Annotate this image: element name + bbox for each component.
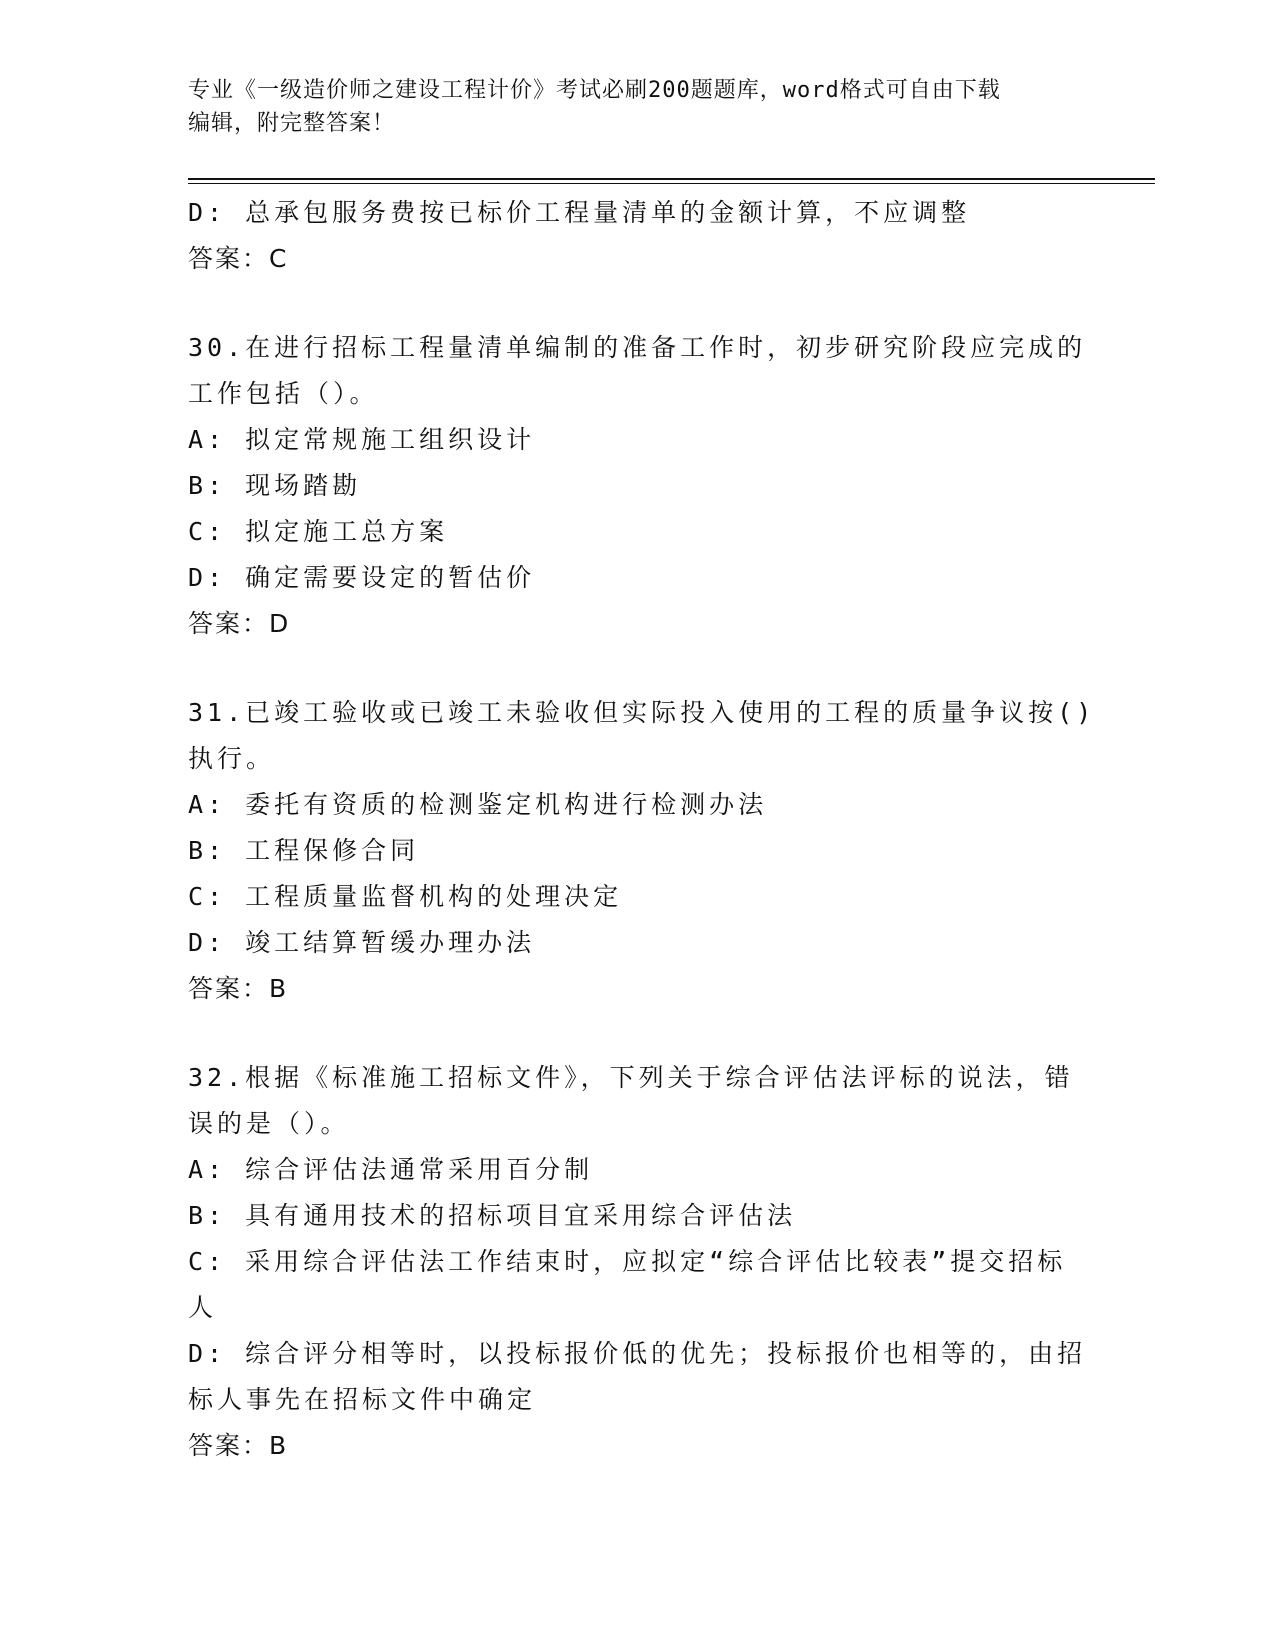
question-stem-line-2: 误的是（）。 bbox=[188, 1109, 350, 1138]
option-d-line-2: 标人事先在招标文件中确定 bbox=[188, 1385, 537, 1414]
header-rule-thin bbox=[188, 183, 1155, 184]
option-d: D: 确定需要设定的暂估价 bbox=[188, 563, 536, 592]
header-rule-thick bbox=[188, 178, 1155, 180]
question-stem-line-2: 工作包括（）。 bbox=[188, 379, 379, 408]
answer-line: 答案：B bbox=[188, 1431, 289, 1460]
option-c: C: 拟定施工总方案 bbox=[188, 517, 449, 546]
question-stem-line-1: 31.已竣工验收或已竣工未验收但实际投入使用的工程的质量争议按() bbox=[188, 698, 1096, 727]
answer-line: 答案：D bbox=[188, 609, 291, 638]
question-stem-line-1: 32.根据《标准施工招标文件》，下列关于综合评估法评标的说法，错 bbox=[188, 1063, 1074, 1092]
option-b: B: 具有通用技术的招标项目宜采用综合评估法 bbox=[188, 1201, 797, 1230]
header-line-1: 专业《一级造价师之建设工程计价》考试必刷200题题库，word格式可自由下载 bbox=[188, 78, 1001, 103]
option-d: D: 竣工结算暂缓办理办法 bbox=[188, 928, 536, 957]
document-body bbox=[188, 190, 1096, 1469]
question-31 bbox=[188, 690, 1096, 1012]
option-d: D: 总承包服务费按已标价工程量清单的金额计算，不应调整 bbox=[188, 198, 971, 227]
document-header bbox=[188, 74, 1068, 140]
option-b: B: 工程保修合同 bbox=[188, 836, 420, 865]
question-30 bbox=[188, 325, 1088, 647]
previous-question-tail bbox=[188, 190, 1088, 282]
header-line-2: 编辑，附完整答案！ bbox=[188, 111, 396, 136]
option-a: A: 拟定常规施工组织设计 bbox=[188, 425, 536, 454]
option-d-line-1: D: 综合评分相等时，以投标报价低的优先；投标报价也相等的，由招 bbox=[188, 1339, 1087, 1368]
question-32 bbox=[188, 1055, 1088, 1469]
option-a: A: 综合评估法通常采用百分制 bbox=[188, 1155, 594, 1184]
option-b: B: 现场踏勘 bbox=[188, 471, 362, 500]
option-c-line-2: 人 bbox=[188, 1293, 218, 1322]
option-c: C: 工程质量监督机构的处理决定 bbox=[188, 882, 623, 911]
question-stem-line-2: 执行。 bbox=[188, 744, 276, 773]
question-stem-line-1: 30.在进行招标工程量清单编制的准备工作时，初步研究阶段应完成的 bbox=[188, 333, 1087, 362]
answer-line: 答案：B bbox=[188, 974, 289, 1003]
option-c-line-1: C: 采用综合评估法工作结束时，应拟定“综合评估比较表”提交招标 bbox=[188, 1247, 1067, 1276]
answer-line: 答案：C bbox=[188, 244, 289, 273]
option-a: A: 委托有资质的检测鉴定机构进行检测办法 bbox=[188, 790, 768, 819]
